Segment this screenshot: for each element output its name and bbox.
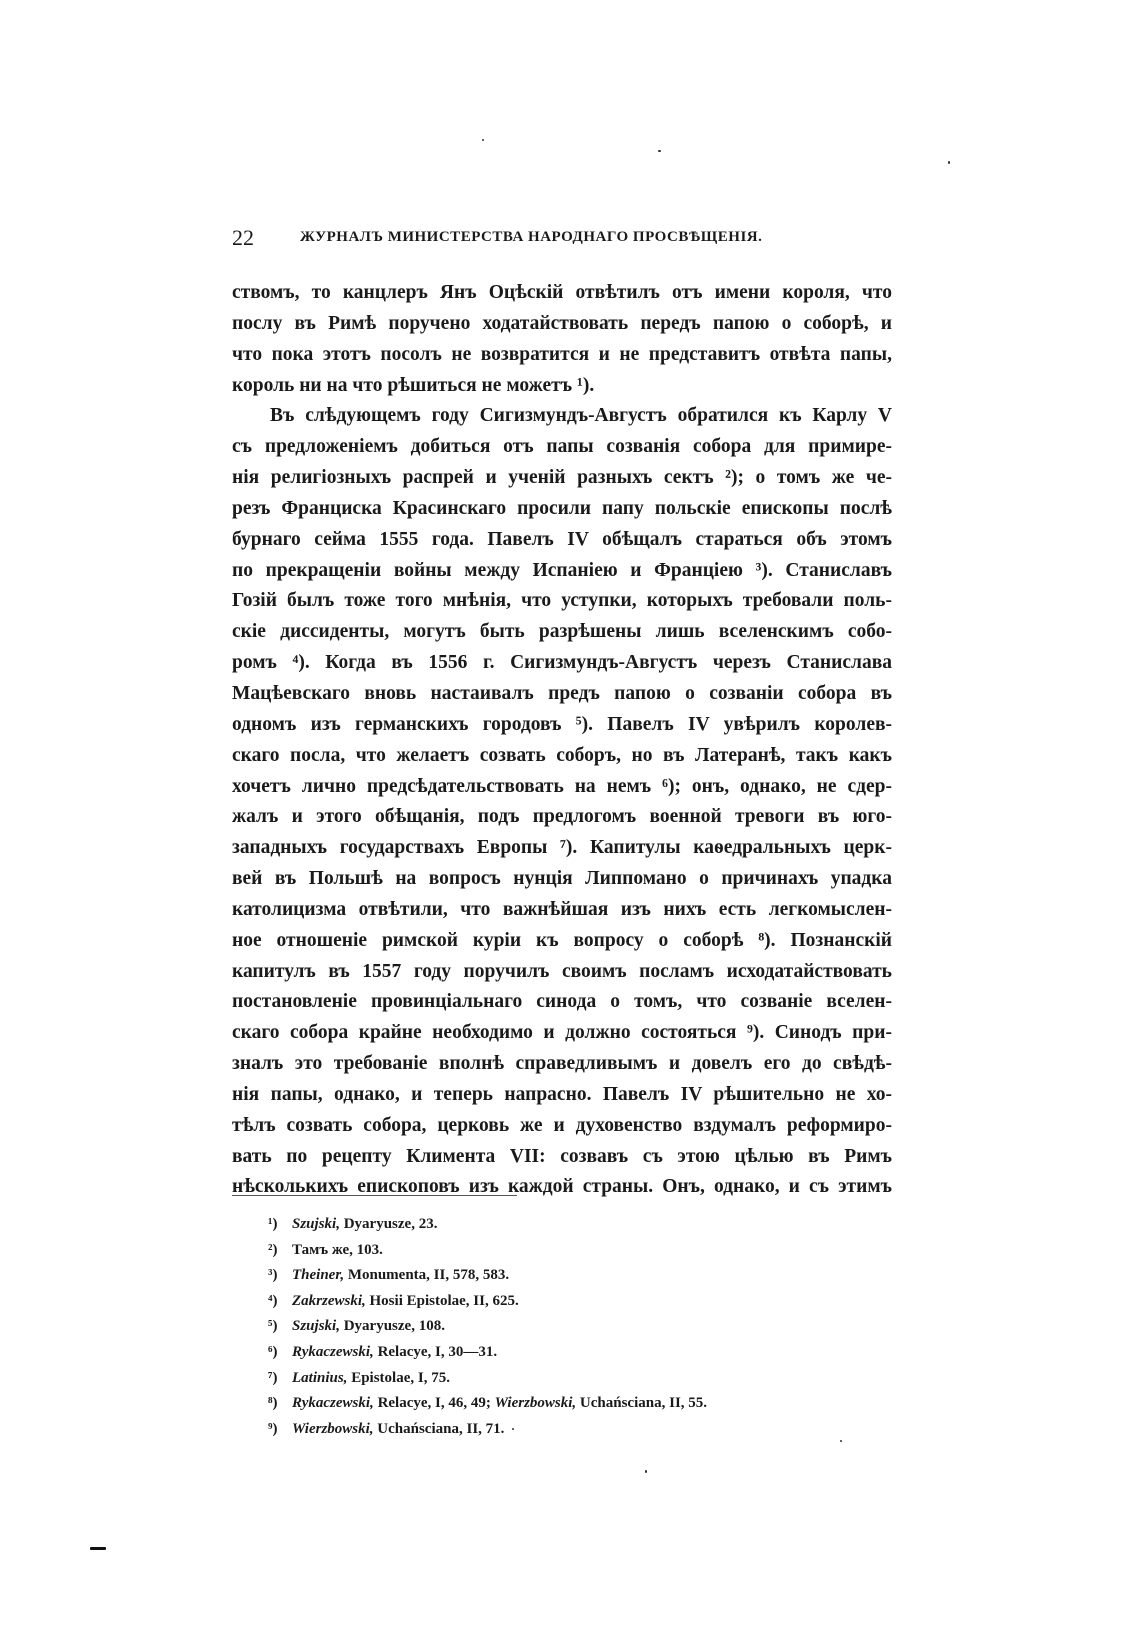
footnote-mark: ⁹) <box>268 1420 278 1437</box>
footnote-author: Theiner, <box>292 1267 345 1284</box>
scan-speck <box>658 150 661 152</box>
text-line: скаго посла, что желаетъ созвать соборъ, но въ Латеранѣ, такъ какъ <box>232 744 892 766</box>
footnote-author: Rykaczewski, <box>292 1395 374 1412</box>
text-line: капитулъ въ 1557 году поручилъ своимъ посламъ исходатайствовать <box>232 960 892 982</box>
text-line: ное отношеніе римской куріи къ вопросу о соборѣ ⁸). Познанскій <box>232 929 892 951</box>
footnote-mark: ⁶) <box>268 1343 278 1360</box>
footnote <box>268 1289 908 1315</box>
scan-speck <box>512 1428 514 1430</box>
footnote-mark: ⁴) <box>268 1292 278 1309</box>
scan-speck <box>482 139 484 141</box>
text-line: скіе диссиденты, могутъ быть разрѣшены лишь вселенскимъ собо- <box>232 621 892 643</box>
footnote-text: Relacye, I, 30—31. <box>373 1343 498 1360</box>
footnote <box>268 1366 908 1392</box>
footnote-author: Wierzbowski, <box>494 1395 577 1412</box>
scan-speck <box>645 1470 647 1473</box>
running-title: ЖУРНАЛЪ МИНИСТЕРСТВА НАРОДНАГО ПРОСВѢЩЕНІЯ. <box>300 229 763 245</box>
footnote-text: Uchańsciana, II, 71. <box>373 1420 505 1437</box>
footnote-mark: ⁷) <box>268 1369 278 1386</box>
footnote-text: Monumenta, II, 578, 583. <box>344 1267 510 1284</box>
text-line: вать по рецепту Климента VII: созвавъ съ этою цѣлью въ Римъ <box>232 1145 892 1167</box>
text-line: Въ слѣдующемъ году Сигизмундъ-Августъ обратился къ Карлу V <box>270 405 892 427</box>
text-line: резъ Франциска Красинскаго просили папу польскіе епископы послѣ <box>232 497 892 519</box>
footnote-text: Uchańsciana, II, 55. <box>576 1395 708 1412</box>
text-line: Гозій былъ тоже того мнѣнія, что уступки, которыхъ требовали поль- <box>232 590 892 612</box>
footnote-author: Wierzbowski, <box>292 1420 374 1437</box>
footnote-mark: ²) <box>268 1241 278 1258</box>
text-line: Мацѣевскаго вновь настаивалъ предъ папою о созваніи собора въ <box>232 682 892 704</box>
text-line: послу въ Римѣ поручено ходатайствовать передъ папою о соборѣ, и <box>232 312 892 334</box>
footnote-text: Hosii Epistolae, II, 625. <box>365 1292 519 1309</box>
footnote <box>268 1340 908 1366</box>
footnote-mark: ³) <box>268 1267 278 1284</box>
page-number: 22 <box>232 225 254 250</box>
text-line: ствомъ, то канцлеръ Янъ Оцѣскій отвѣтилъ отъ имени короля, что <box>232 282 892 303</box>
footnote-author: Latinius, <box>292 1369 348 1386</box>
scan-speck <box>840 1440 842 1442</box>
footnotes <box>268 1212 908 1442</box>
footnote-text: Dyaryusze, 108. <box>339 1318 445 1335</box>
footnote-mark: ¹) <box>268 1216 278 1232</box>
footnote-text: Epistolae, I, 75. <box>347 1369 450 1386</box>
scan-speck <box>90 1547 106 1550</box>
text-line: западныхъ государствахъ Европы ⁷). Капитулы каѳедральныхъ церк- <box>232 837 892 859</box>
text-line: по прекращеніи войны между Испаніею и Франціею ³). Станиславъ <box>232 559 892 581</box>
footnote-text: Dyaryusze, 23. <box>339 1216 438 1232</box>
text-line: что пока этотъ посолъ не возвратится и не представитъ отвѣта папы, <box>232 343 892 365</box>
text-line: вей въ Польшѣ на вопросъ нунція Липпомано о причинахъ упадка <box>232 868 892 890</box>
footnote <box>268 1417 908 1443</box>
text-line: постановленіе провинціальнаго синода о томъ, что созваніе вселен- <box>232 991 892 1013</box>
text-line: католицизма отвѣтили, что важнѣйшая изъ нихъ есть легкомыслен- <box>232 898 892 920</box>
text-line: ромъ ⁴). Когда въ 1556 г. Сигизмундъ-Августъ черезъ Станислава <box>232 652 892 674</box>
text-line: нія папы, однако, и теперь напрасно. Павелъ IV рѣшительно не хо- <box>232 1083 892 1105</box>
text-line: одномъ изъ германскихъ городовъ ⁵). Павелъ IV увѣрилъ королев- <box>232 713 892 735</box>
footnote <box>268 1212 908 1238</box>
text-line: нѣсколькихъ епископовъ изъ каждой страны. Онъ, однако, и съ этимъ <box>232 1176 892 1198</box>
footnote-mark: ⁸) <box>268 1395 278 1412</box>
footnote-author: Szujski, <box>292 1216 340 1232</box>
footnote-divider <box>232 1195 517 1196</box>
footnote <box>268 1238 908 1264</box>
text-line: король ни на что рѣшиться не можетъ ¹). <box>232 374 595 396</box>
footnote <box>268 1263 908 1289</box>
footnote-author: Zakrzewski, <box>292 1292 366 1309</box>
footnote-author: Rykaczewski, <box>292 1343 374 1360</box>
footnote-text: Relacye, I, 46, 49; <box>373 1395 495 1412</box>
text-line: зналъ это требованіе вполнѣ справедливымъ и довелъ его до свѣдѣ- <box>232 1053 892 1075</box>
text-line: бурнаго сейма 1555 года. Павелъ IV обѣщалъ стараться объ этомъ <box>232 528 892 550</box>
footnote-author: Szujski, <box>292 1318 340 1335</box>
page-header <box>232 225 887 255</box>
scan-speck <box>948 161 950 164</box>
text-line: жалъ и этого обѣщанія, подъ предлогомъ военной тревоги въ юго- <box>232 806 892 828</box>
footnote <box>268 1391 908 1417</box>
text-line: нія религіозныхъ распрей и ученій разныхъ сектъ ²); о томъ же че- <box>232 467 892 489</box>
footnote <box>268 1314 908 1340</box>
text-line: скаго собора крайне необходимо и должно состояться ⁹). Синодъ при- <box>232 1022 892 1044</box>
body-text <box>232 278 892 1203</box>
text-line: хочетъ лично предсѣдательствовать на немъ ⁶); онъ, однако, не сдер- <box>232 775 892 797</box>
text-line: съ предложеніемъ добиться отъ папы созванія собора для примире- <box>232 436 892 458</box>
footnote-text: Тамъ же, 103. <box>292 1241 383 1258</box>
footnote-mark: ⁵) <box>268 1318 278 1335</box>
text-line: тѣлъ созвать собора, церковь же и духовенство вздумалъ реформиро- <box>232 1114 892 1136</box>
